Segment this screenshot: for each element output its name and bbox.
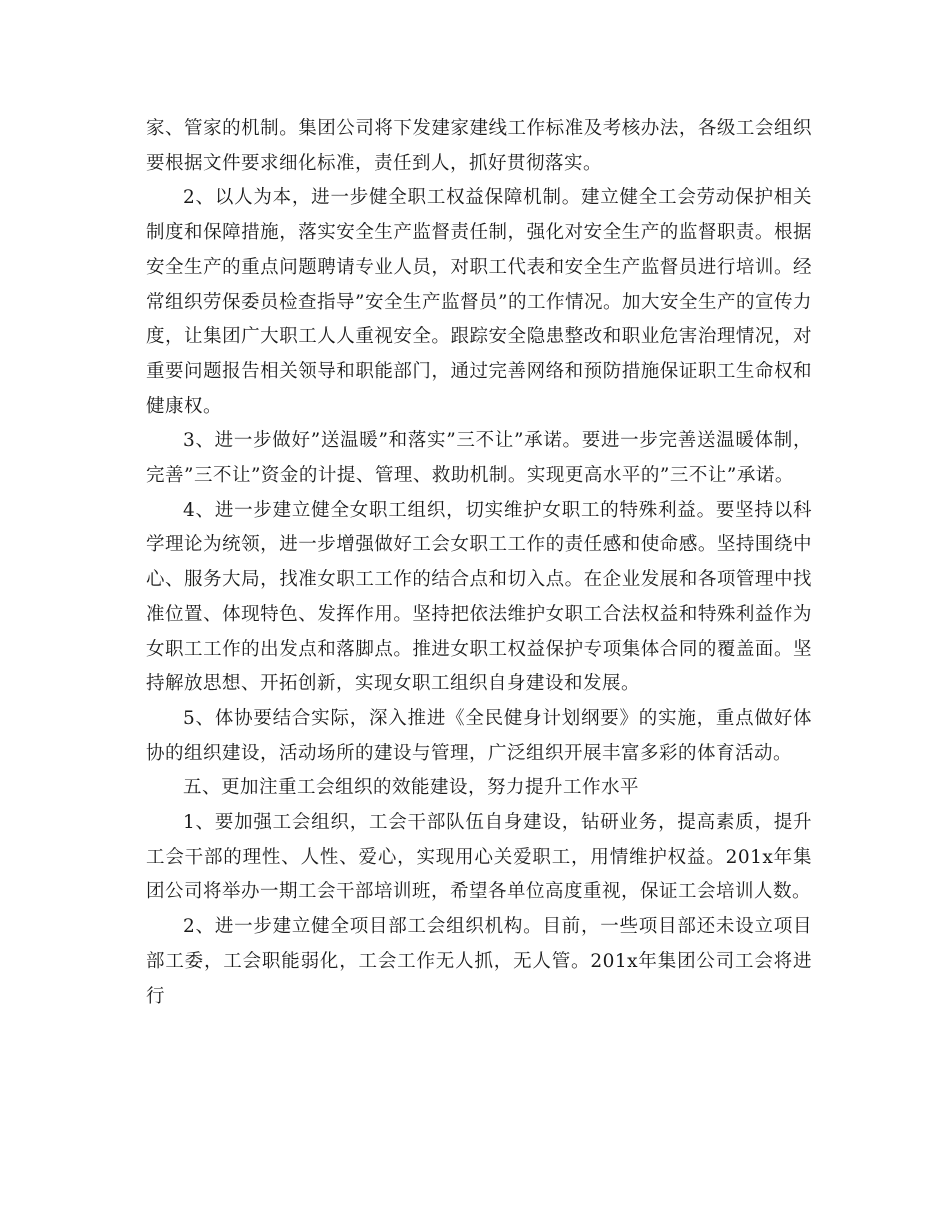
paragraph-5: 5、体协要结合实际，深入推进《全民健身计划纲要》的实施，重点做好体协的组织建设，活动场所的建设与管理，广泛组织开展丰富多彩的体育活动。 [146,707,812,764]
paragraph-2: 2、以人为本，进一步健全职工权益保障机制。建立健全工会劳动保护相关制度和保障措施，落实安全生产监督责任制，强化对安全生产的监督职责。根据安全生产的重点问题聘请专业人员，对职工代表和安全生产监督员进行培训。经常组织劳保委员检查指导”安全生产监督员”的工作情况。加大安全生产的宣传力度，让集团广大职工人人重视安全。跟踪安全隐患整改和职业危害治理情况，对重要问题报告相关领导和职能部门，通过完善网络和预防措施保证职工生命权和健康权。 [146,187,812,417]
paragraph-3: 3、进一步做好”送温暖”和落实”三不让”承诺。要进一步完善送温暖体制，完善”三不让”资金的计提、管理、救助机制。实现更高水平的”三不让”承诺。 [146,430,812,487]
paragraph-6: 1、要加强工会组织，工会干部队伍自身建设，钻研业务，提高素质，提升工会干部的理性、人性、爱心，实现用心关爱职工，用情维护权益。201x年集团公司将举办一期工会干部培训班，希望各单位高度重视，保证工会培训人数。 [146,812,812,903]
paragraph-1: 家、管家的机制。集团公司将下发建家建线工作标准及考核办法，各级工会组织要根据文件要求细化标准，责任到人，抓好贯彻落实。 [146,118,812,174]
paragraph-4: 4、进一步建立健全女职工组织，切实维护女职工的特殊利益。要坚持以科学理论为统领，进一步增强做好工会女职工工作的责任感和使命感。坚持围绕中心、服务大局，找准女职工工作的结合点和切入点。在企业发展和各项管理中找准位置、体现特色、发挥作用。坚持把依法维护女职工合法权益和特殊利益作为女职工工作的出发点和落脚点。推进女职工权益保护专项集体合同的覆盖面。坚持解放思想、开拓创新，实现女职工组织自身建设和发展。 [146,499,812,695]
paragraph-7: 2、进一步建立健全项目部工会组织机构。目前，一些项目部还未设立项目部工委，工会职能弱化，工会工作无人抓，无人管。201x年集团公司工会将进行 [146,916,812,1007]
document-body [146,112,812,1014]
section-heading: 五、更加注重工会组织的效能建设，努力提升工作水平 [183,777,640,799]
